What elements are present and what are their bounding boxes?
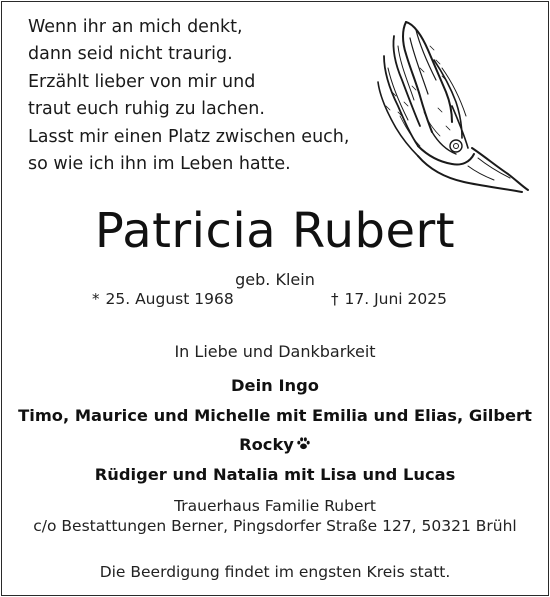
mourner-line: Rüdiger und Natalia mit Lisa und Lucas (94, 464, 456, 484)
poem-line: Wenn ihr an mich denkt, (28, 17, 243, 37)
birth-info (92, 290, 234, 308)
praying-hands-icon (372, 16, 532, 194)
death-info (331, 290, 447, 308)
poem-line: Lasst mir einen Platz zwischen euch, (28, 126, 350, 147)
funeral-home-address: c/o Bestattungen Berner, Pingsdorfer Straße 127, 50321 Brühl (33, 517, 517, 535)
mourner-rocky: Rocky (239, 435, 294, 454)
maiden-name: geb. Klein (235, 270, 315, 289)
death-date: 17. Juni 2025 (344, 290, 447, 308)
mourner-line: Dein Ingo (231, 376, 319, 395)
mourner-line: Timo, Maurice und Michelle mit Emilia und Elias, Gilbert (18, 405, 532, 425)
mourner-line-rocky (0, 430, 550, 460)
birth-date: 25. August 1968 (105, 290, 234, 308)
deceased-name: Patricia Rubert (94, 203, 456, 259)
gratitude-line: In Liebe und Dankbarkeit (174, 342, 376, 361)
poem-line: dann seid nicht traurig. (28, 44, 233, 65)
mourning-house: Trauerhaus Familie Rubert (174, 497, 376, 515)
poem-line: so wie ich ihn im Leben hatte. (28, 154, 291, 175)
poem-line: Erzählt lieber von mir und (28, 71, 256, 92)
mourners-list (0, 371, 550, 489)
funeral-note: Die Beerdigung findet im engsten Kreis statt. (99, 563, 451, 581)
paw-print-icon (296, 436, 311, 451)
memorial-poem (28, 14, 368, 178)
birth-asterisk-icon: * (92, 290, 100, 308)
poem-line: traut euch ruhig zu lachen. (28, 99, 265, 120)
death-cross-icon: † (331, 290, 339, 308)
